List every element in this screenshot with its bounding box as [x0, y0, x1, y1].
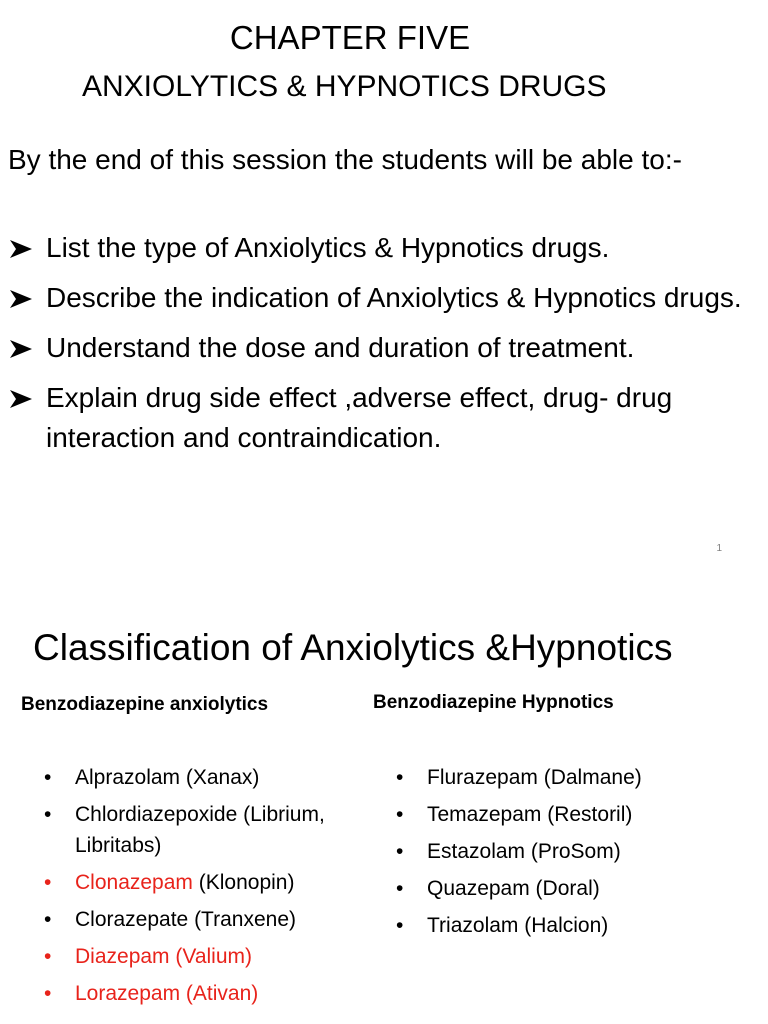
drug-list-item [44, 904, 364, 935]
drug-name: Lorazepam (Ativan) [75, 982, 259, 1005]
drug-name: Alprazolam (Xanax) [75, 766, 260, 789]
drug-name: Chlordiazepoxide (Librium, Libritabs) [75, 803, 325, 857]
objective-item [8, 228, 758, 268]
arrow-bullet-icon [8, 338, 34, 360]
hypnotics-list [396, 762, 716, 947]
arrow-bullet-icon [8, 288, 34, 310]
objective-item [8, 278, 758, 318]
drug-name: Flurazepam (Dalmane) [427, 766, 642, 789]
objective-text: Understand the dose and duration of treatment. [46, 332, 635, 363]
drug-name: Estazolam (ProSom) [427, 840, 621, 863]
bullet-icon: • [396, 914, 404, 937]
objective-item [8, 328, 758, 368]
drug-list-item [396, 762, 716, 793]
drug-list-item [44, 941, 364, 972]
drug-name: Diazepam (Valium) [75, 945, 252, 968]
bullet-icon: • [396, 766, 404, 789]
slide-classification [0, 580, 768, 1024]
objective-text: List the type of Anxiolytics & Hypnotics drugs. [46, 232, 610, 263]
bullet-icon: • [44, 803, 52, 826]
drug-brand-name: (Klonopin) [192, 871, 295, 894]
objective-text: Explain drug side effect ,adverse effect, drug- drug interaction and contraindication. [46, 382, 673, 453]
drug-list-item [396, 836, 716, 867]
bullet-icon: • [44, 908, 52, 931]
bullet-icon: • [396, 840, 404, 863]
drug-list-item [44, 978, 364, 1009]
bullet-icon: • [396, 803, 404, 826]
hypnotics-heading: Benzodiazepine Hypnotics [373, 692, 614, 713]
objective-text: Describe the indication of Anxiolytics & Hypnotics drugs. [46, 282, 742, 313]
drug-name: Triazolam (Halcion) [427, 914, 609, 937]
chapter-subtitle: ANXIOLYTICS & HYPNOTICS DRUGS [82, 70, 607, 103]
bullet-icon: • [44, 871, 52, 894]
arrow-bullet-icon [8, 388, 34, 410]
page-number: 1 [716, 543, 722, 554]
anxiolytics-heading: Benzodiazepine anxiolytics [21, 694, 269, 715]
drug-name: Clorazepate (Tranxene) [75, 908, 296, 931]
arrow-bullet-icon [8, 238, 34, 260]
drug-list-item [396, 910, 716, 941]
drug-list-item [396, 799, 716, 830]
bullet-icon: • [396, 877, 404, 900]
drug-list-item [44, 762, 364, 793]
objective-item [8, 378, 758, 458]
drug-list-item [44, 799, 364, 861]
bullet-icon: • [44, 945, 52, 968]
drug-generic-name: Clonazepam [75, 871, 193, 894]
bullet-icon: • [44, 766, 52, 789]
drug-list-item [396, 873, 716, 904]
chapter-title: CHAPTER FIVE [229, 19, 471, 56]
anxiolytics-list [44, 762, 364, 1015]
objectives-list [8, 228, 758, 468]
drug-name: Quazepam (Doral) [427, 877, 600, 900]
intro-text: By the end of this session the students will be able to:- [8, 144, 682, 175]
drug-name: Temazepam (Restoril) [427, 803, 633, 826]
bullet-icon: • [44, 982, 52, 1005]
drug-list-item [44, 867, 364, 898]
classification-title: Classification of Anxiolytics &Hypnotics [33, 627, 673, 668]
